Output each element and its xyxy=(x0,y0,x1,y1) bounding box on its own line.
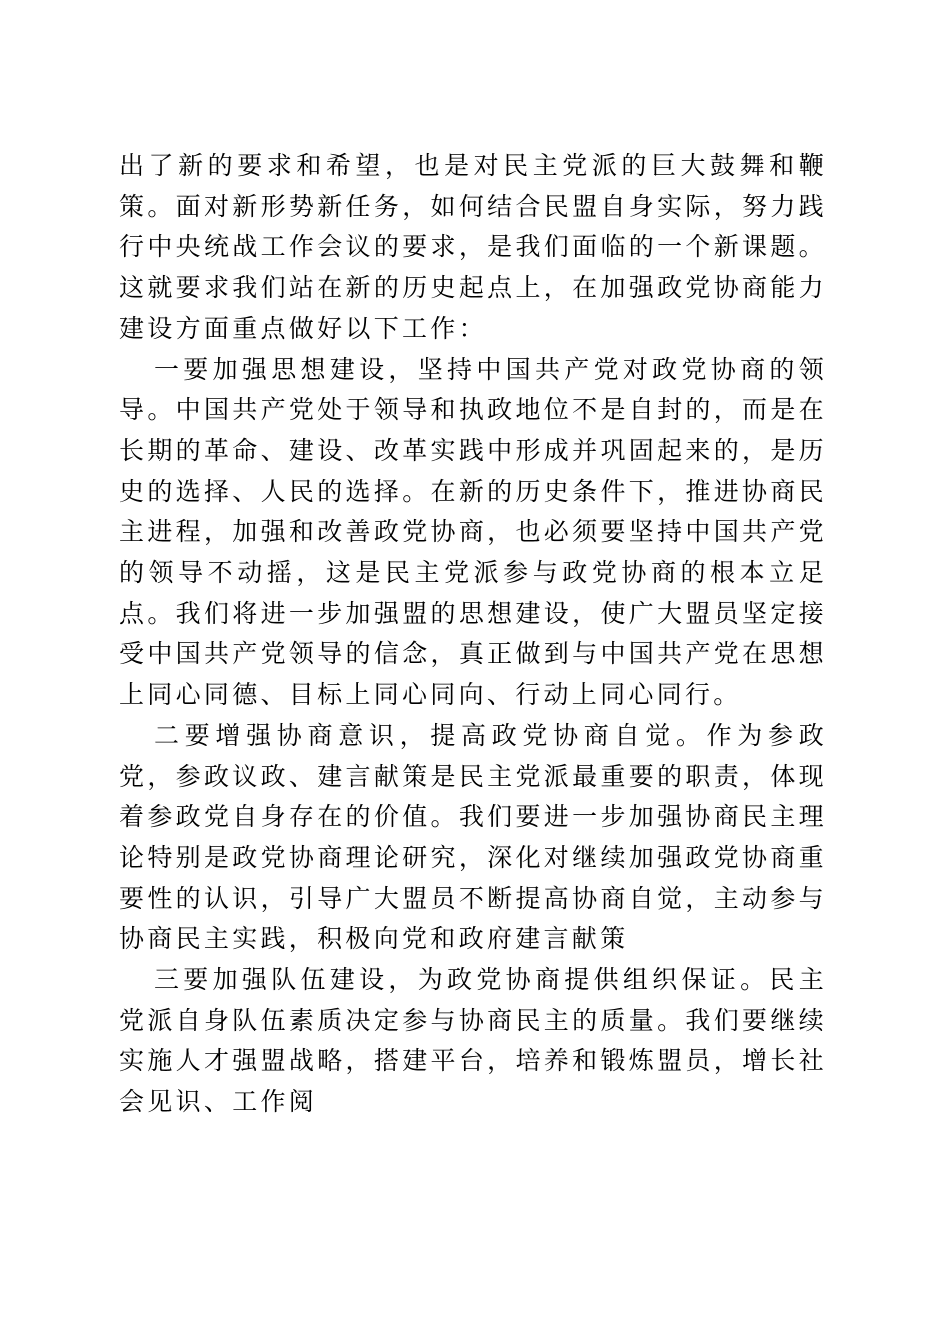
paragraph-ideological-building: 一要加强思想建设，坚持中国共产党对政党协商的领导。中国共产党处于领导和执政地位不是自封的，而是在长期的革命、建设、改革实践中形成并巩固起来的，是历史的选择、人民的选择。在新的历史条件下，推进协商民主进程，加强和改善政党协商，也必须要坚持中国共产党的领导不动摇，这是民主党派参与政党协商的根本立足点。我们将进一步加强盟的思想建设，使广大盟员坚定接受中国共产党领导的信念，真正做到与中国共产党在思想上同心同德、目标上同心同向、行动上同心同行。 xyxy=(119,354,827,710)
paragraph-team-building: 三要加强队伍建设，为政党协商提供组织保证。民主党派自身队伍素质决定参与协商民主的质量。我们要继续实施人才强盟战略，搭建平台，培养和锻炼盟员，增长社会见识、工作阅 xyxy=(119,965,827,1117)
document-body xyxy=(119,146,827,1123)
paragraph-continuation: 出了新的要求和希望，也是对民主党派的巨大鼓舞和鞭策。面对新形势新任务，如何结合民盟自身实际，努力践行中央统战工作会议的要求，是我们面临的一个新课题。这就要求我们站在新的历史起点上，在加强政党协商能力建设方面重点做好以下工作： xyxy=(119,151,827,343)
paragraph-consultation-awareness: 二要增强协商意识，提高政党协商自觉。作为参政党，参政议政、建言献策是民主党派最重要的职责，体现着参政党自身存在的价值。我们要进一步加强协商民主理论特别是政党协商理论研究，深化对继续加强政党协商重要性的认识，引导广大盟员不断提高协商自觉，主动参与协商民主实践，积极向党和政府建言献策 xyxy=(119,720,827,954)
